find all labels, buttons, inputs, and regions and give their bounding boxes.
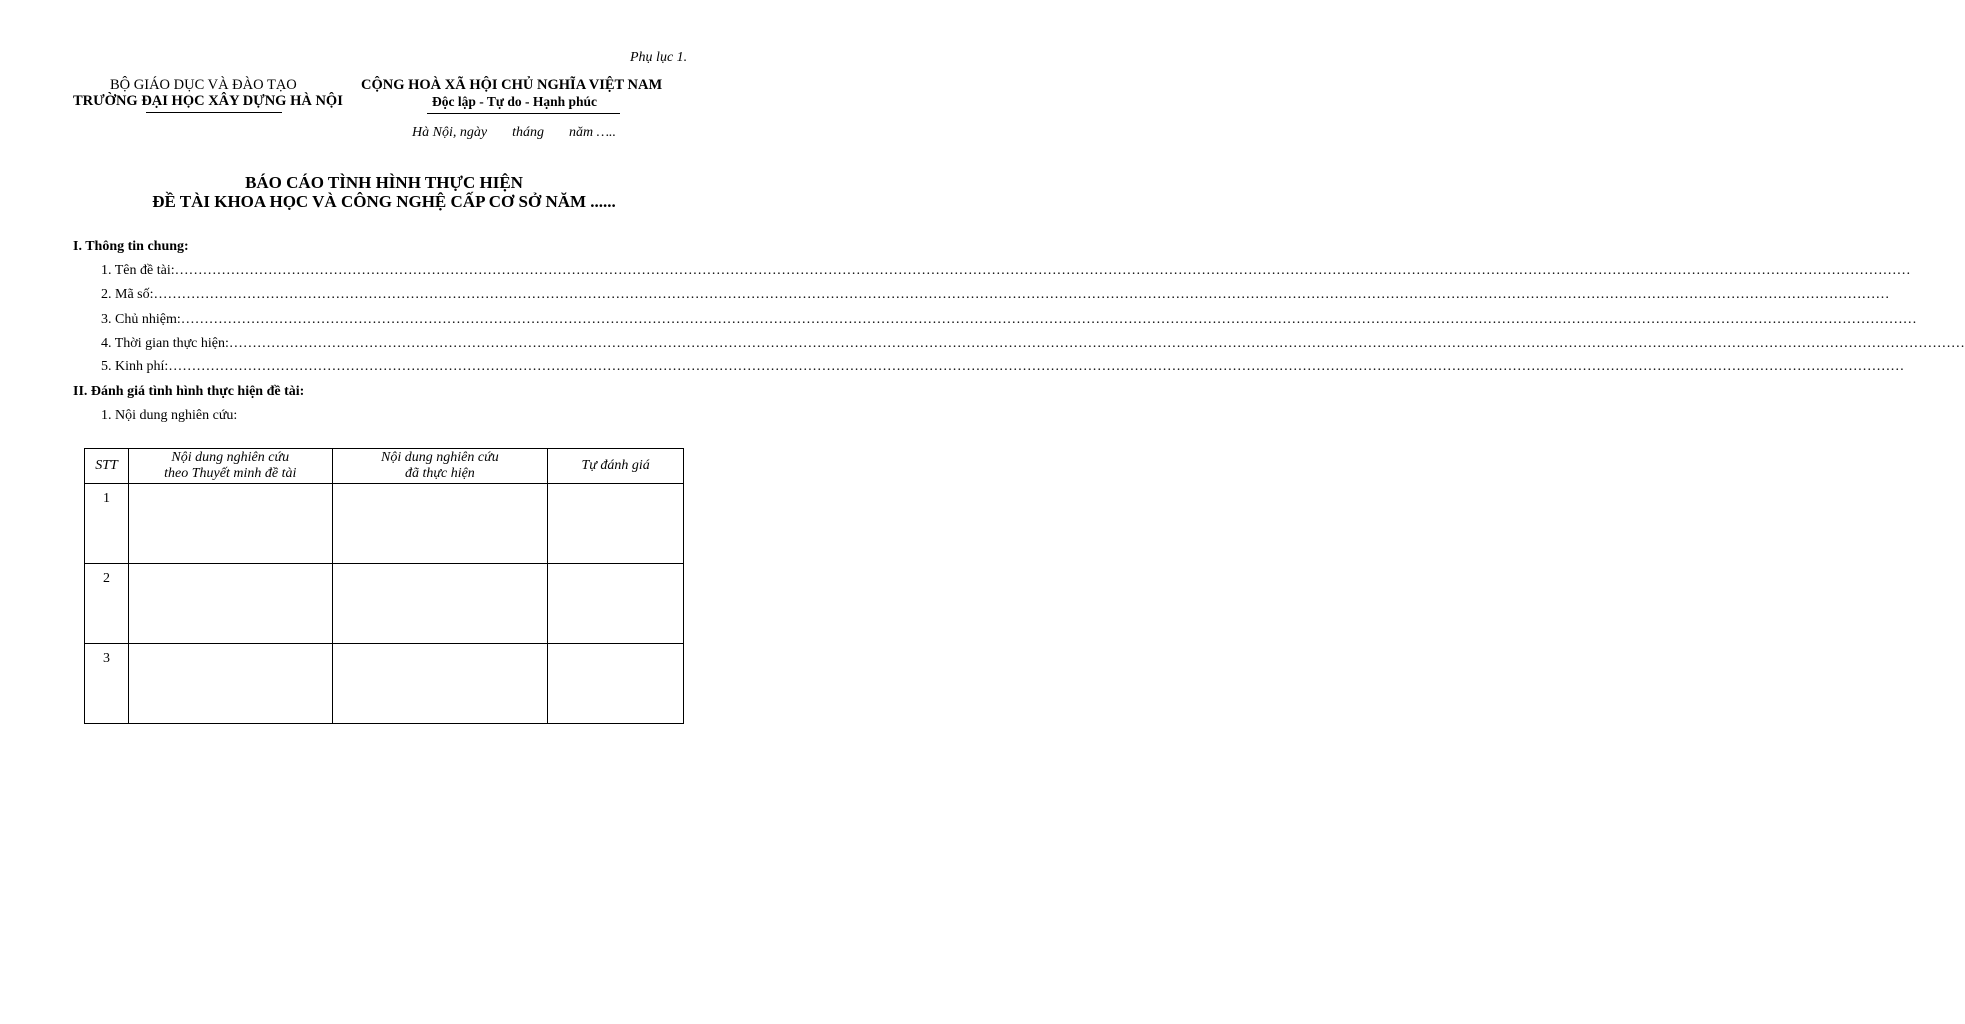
self-eval-cell[interactable] (548, 484, 684, 564)
field-project-code[interactable] (101, 287, 1890, 303)
col-header-planned (128, 449, 332, 484)
date-month: tháng (512, 125, 544, 140)
table-row (85, 484, 684, 564)
section1-heading: I. Thông tin chung: (73, 239, 189, 254)
field-label: 1. Tên đề tài: (101, 263, 175, 278)
motto-underline (427, 113, 620, 114)
field-label: 3. Chủ nhiệm: (101, 312, 181, 327)
section2-heading: II. Đánh giá tình hình thực hiện đề tài: (73, 384, 305, 399)
planned-content-cell[interactable] (128, 644, 332, 724)
date-year: năm ….. (568, 125, 617, 140)
university-underline (146, 112, 282, 113)
field-dotted-line: ………………………………………………………………………………………………………………………………………………………………………………………………………………………………………………………………………………………………………………………………………… (228, 336, 1965, 351)
done-content-cell[interactable] (332, 484, 548, 564)
national-motto: Độc lập - Tự do - Hạnh phúc (432, 94, 598, 109)
col-header-stt: STT (85, 449, 129, 484)
field-budget[interactable] (101, 359, 1905, 375)
field-dotted-line: ………………………………………………………………………………………………………………………………………………………………………………………………………………………………………………………………………………………………………………………………………… (168, 359, 1905, 374)
done-content-cell[interactable] (332, 564, 548, 644)
col-header-done-line1: Nội dung nghiên cứu (381, 450, 499, 465)
date-line (412, 125, 616, 141)
field-project-name[interactable] (101, 263, 1911, 279)
done-content-cell[interactable] (332, 644, 548, 724)
research-content-table (84, 448, 684, 724)
ministry-name: BỘ GIÁO DỤC VÀ ĐÀO TẠO (110, 77, 297, 93)
table-header-row (85, 449, 684, 484)
table-row (85, 564, 684, 644)
planned-content-cell[interactable] (128, 484, 332, 564)
row-number: 2 (85, 564, 129, 644)
field-label: 5. Kinh phí: (101, 359, 169, 374)
date-place-day: Hà Nội, ngày (412, 125, 488, 140)
report-title-line2: ĐỀ TÀI KHOA HỌC VÀ CÔNG NGHỆ CẤP CƠ SỞ NĂM ...... (152, 192, 616, 211)
field-project-lead[interactable] (101, 312, 1917, 328)
field-dotted-line: ………………………………………………………………………………………………………………………………………………………………………………………………………………………………………………………………………………………………………………………………………… (180, 312, 1917, 327)
row-number: 3 (85, 644, 129, 724)
university-name: TRƯỜNG ĐẠI HỌC XÂY DỰNG HÀ NỘI (73, 93, 343, 109)
col-header-planned-line2: theo Thuyết minh đề tài (164, 466, 297, 481)
field-label: 4. Thời gian thực hiện: (101, 336, 229, 351)
col-header-done-line2: đã thực hiện (404, 466, 475, 481)
planned-content-cell[interactable] (128, 564, 332, 644)
col-header-planned-line1: Nội dung nghiên cứu (171, 450, 290, 465)
report-title-line1: BÁO CÁO TÌNH HÌNH THỰC HIỆN (245, 173, 523, 192)
field-label: 2. Mã số: (101, 287, 154, 302)
col-header-done (332, 449, 548, 484)
field-dotted-line: ………………………………………………………………………………………………………………………………………………………………………………………………………………………………………………………………………………………………………………………………………… (153, 287, 1890, 302)
col-header-self-eval: Tự đánh giá (548, 449, 684, 484)
field-duration[interactable] (101, 336, 1965, 352)
republic-name: CỘNG HOÀ XÃ HỘI CHỦ NGHĨA VIỆT NAM (361, 77, 663, 93)
appendix-label: Phụ lục 1. (630, 50, 688, 65)
table-row (85, 644, 684, 724)
self-eval-cell[interactable] (548, 644, 684, 724)
field-dotted-line: ………………………………………………………………………………………………………………………………………………………………………………………………………………………………………………………………………………………………………………………………………… (174, 263, 1911, 278)
section2-sub1: 1. Nội dung nghiên cứu: (101, 408, 238, 423)
self-eval-cell[interactable] (548, 564, 684, 644)
row-number: 1 (85, 484, 129, 564)
